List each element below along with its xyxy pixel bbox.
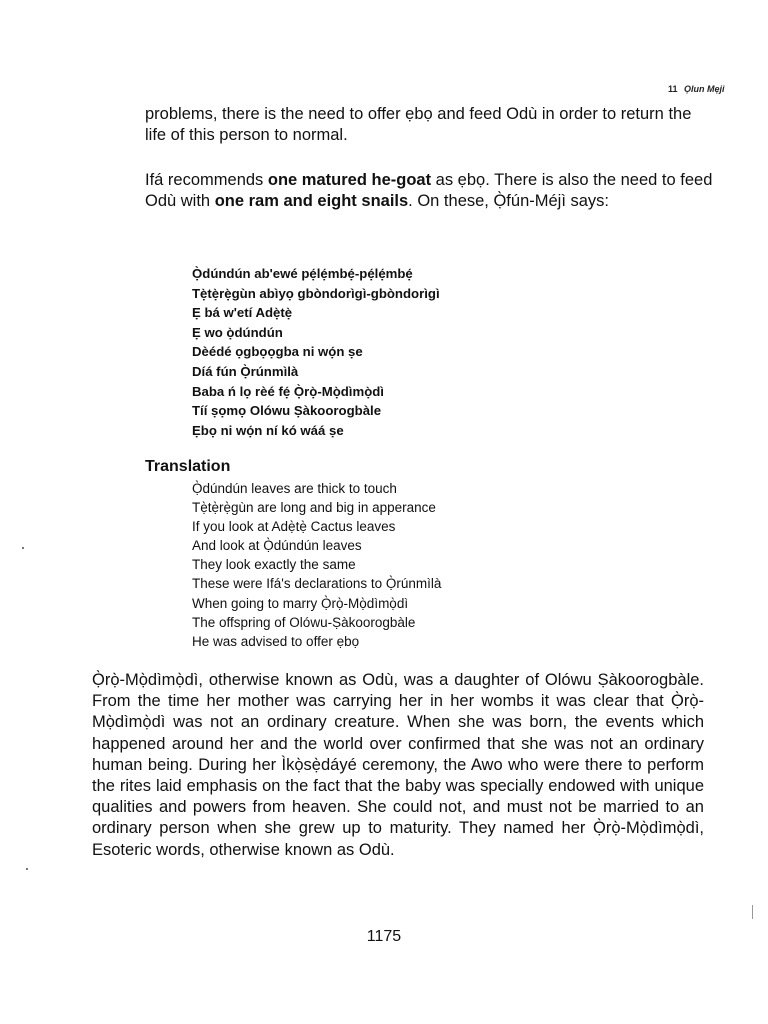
verse-line: Baba ń lọ rèé fẹ́ Ọ̀rọ̀-Mọ̀dìmọ̀dì (192, 383, 384, 399)
continuation-paragraph: problems, there is the need to offer ẹbọ and feed Odù in order to return the life of this person to normal. (145, 105, 692, 144)
running-head-title: Ọlun Mẹji (684, 84, 725, 94)
story-paragraph: Ọ̀rọ̀-Mọ̀dìmọ̀dì, otherwise known as Odù, was a daughter of Olówu Ṣàkoorogbàle. From the time her mother was carrying her in her wombs it was clear that Ọ̀rọ̀-Mọ̀dìmọ̀dì was not an ordinary creature. When she was born, the events which happened around her and the world over confirmed that she was not an ordinary human being. During her Ìkọ̀sẹ̀dáyé ceremony, the Awo who were there to perform the rites laid emphasis on the fact that the baby was specially endowed with unique qualities and powers from heaven. She could not, and must not be married to an ordinary person when she grew up to maturity. They named her Ọ̀rọ̀-Mọ̀dìmọ̀dì, Esoteric words, otherwise known as Odù. (92, 671, 704, 859)
translation-line: If you look at Adẹ̀tẹ̀ Cactus leaves (192, 519, 396, 535)
verse-line: Ẹ bá w'etí Adẹ̀tẹ̀ (192, 305, 293, 321)
recommendation-paragraph (145, 170, 715, 212)
ram-snails-emphasis: one ram and eight snails (214, 192, 409, 210)
running-head-number: 11 (668, 84, 678, 94)
verse-line: Tẹ̀tẹ̀rẹ̀gùn abìyọ gbòndorìgì-gbòndorìgì (192, 285, 440, 301)
verse-line: Díá fún Ọ̀rúnmìlà (192, 363, 299, 379)
verse-line: Ọ̀dúndún ab'ewé pẹ́lẹ́mbẹ́-pẹ́lẹ́mbẹ́ (192, 266, 413, 281)
ifa-verse (192, 264, 612, 440)
recommendation-text-3: . On these, Ọ̀fún-Méjì says: (408, 192, 609, 210)
scan-mark-right (752, 905, 753, 919)
verse-line: Tíí ṣọmọ Olówu Ṣàkoorogbàle (192, 403, 382, 419)
he-goat-emphasis: one matured he-goat (267, 171, 432, 189)
translation-line: They look exactly the same (192, 557, 356, 573)
verse-line: Dèédé ọgbọọgba ni wọ́n ṣe (192, 344, 363, 360)
verse-line: Ẹbọ ni wọ́n ní kó wáá ṣe (192, 422, 344, 438)
translation-line: These were Ifá's declarations to Ọ̀rúnmìlà (192, 576, 442, 592)
verse-line: Ẹ wo ọ̀dúndún (192, 324, 283, 340)
translation-line: He was advised to offer ẹbọ (192, 633, 360, 649)
scan-speck (26, 868, 28, 870)
running-head (668, 84, 725, 94)
translation-heading: Translation (145, 458, 231, 475)
translation-verse (192, 479, 612, 651)
translation-line: When going to marry Ọ̀rọ̀-Mọ̀dìmọ̀dì (192, 595, 409, 611)
translation-line: The offspring of Olówu-Ṣàkoorogbàle (192, 614, 416, 630)
page-number: 1175 (366, 928, 402, 945)
scan-speck (22, 547, 24, 549)
translation-line: Ọ̀dúndún leaves are thick to touch (192, 481, 397, 496)
translation-line: And look at Ọ̀dúndún leaves (192, 538, 362, 554)
recommendation-text-2: as ẹbọ. There is also the need to feed Odù with (145, 171, 713, 210)
translation-line: Tẹ̀tẹ̀rẹ̀gùn are long and big in apperance (192, 500, 436, 516)
recommendation-text-1: Ifá recommends (145, 171, 268, 189)
